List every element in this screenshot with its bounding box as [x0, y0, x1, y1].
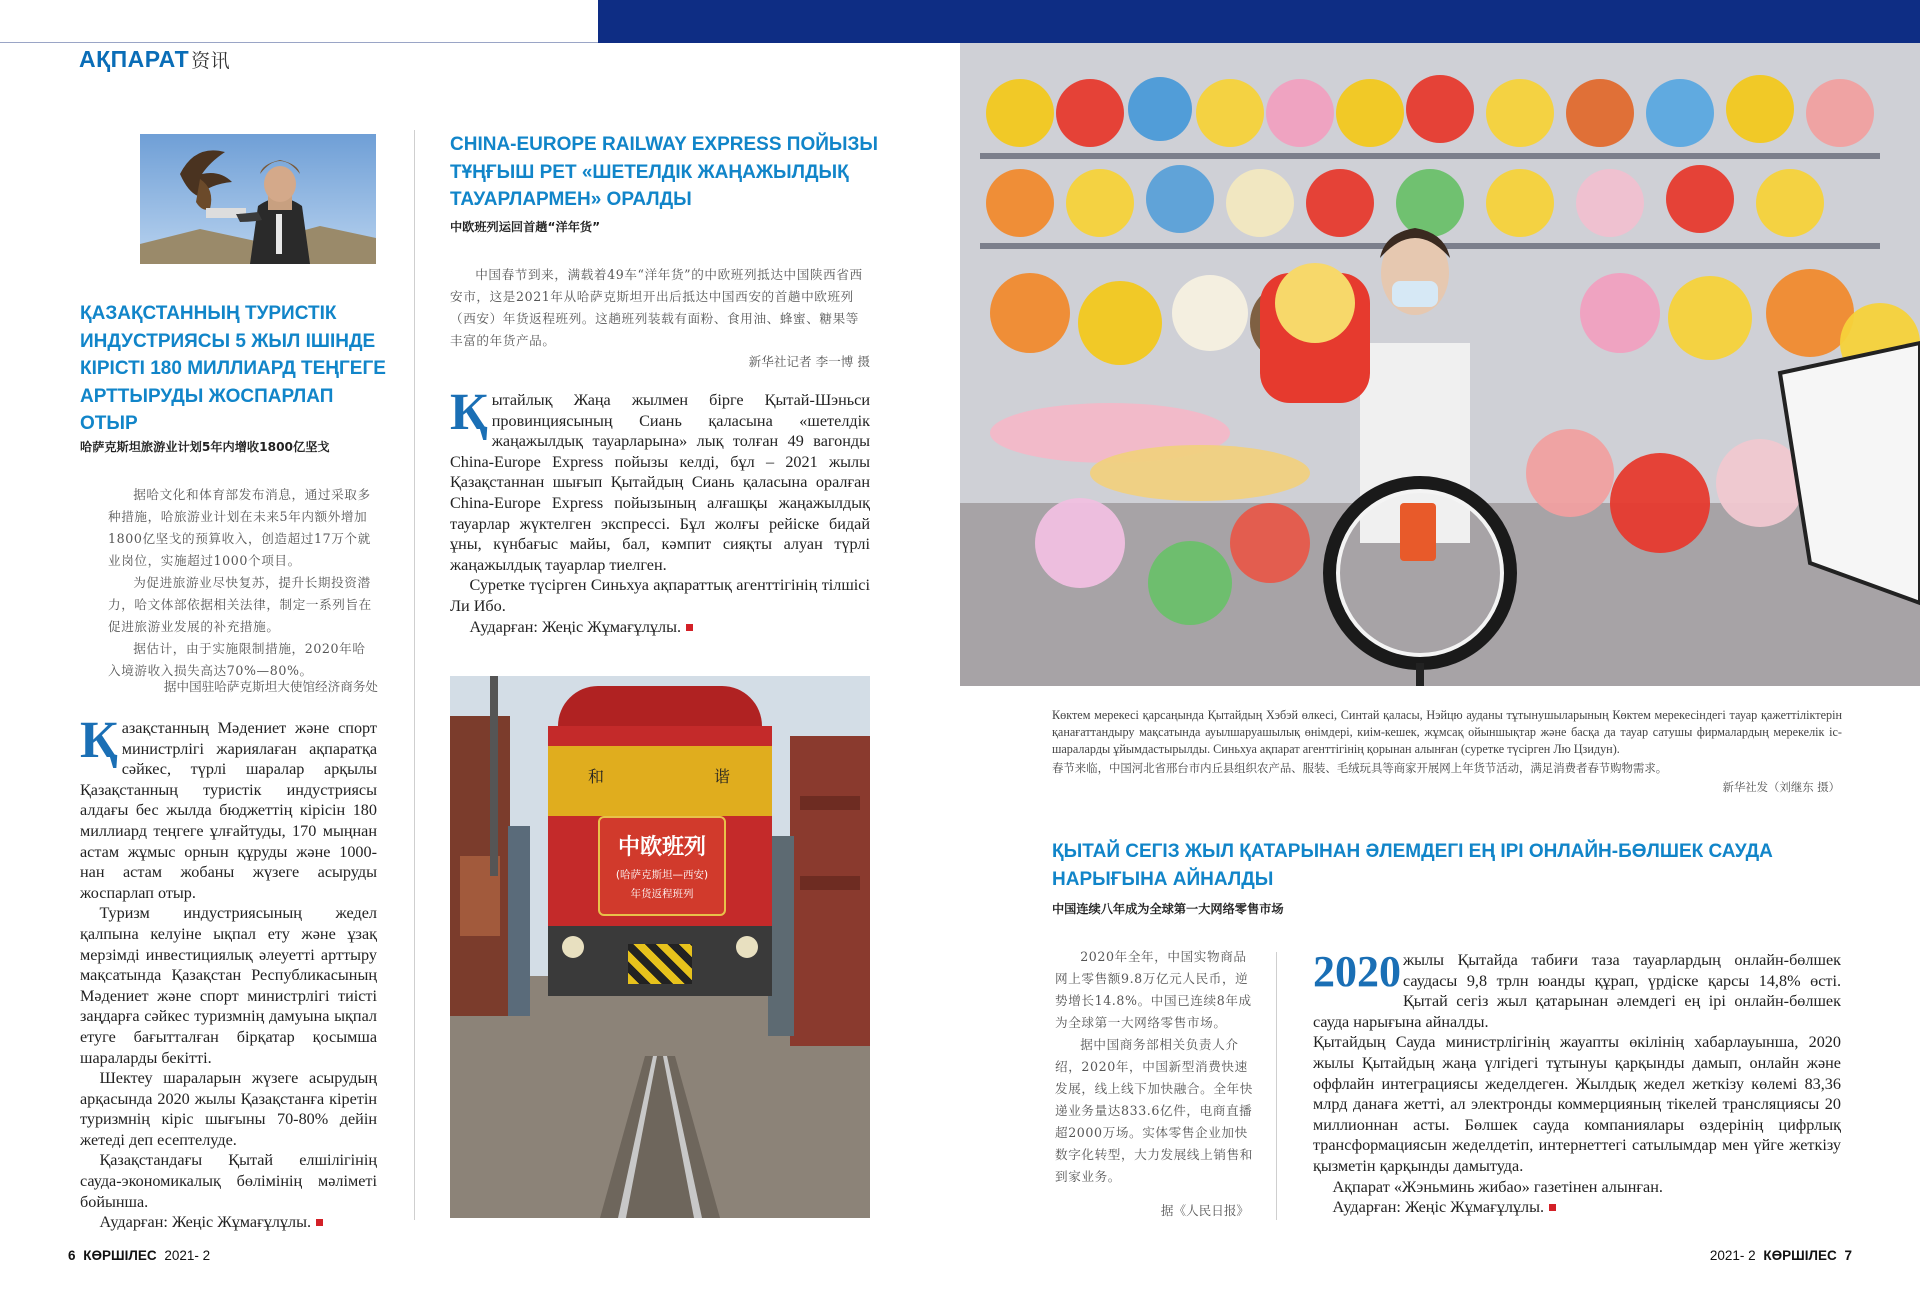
tourism-zh-body: [108, 484, 378, 682]
train-sign-type: 年货返程班列: [630, 888, 694, 900]
retail-kz-paragraph: Қытайдың Сауда министрлігінің жауапты өкілінің хабарлауынша, 2020 жылы Қытайдың жаңа үлгідегі тұтынуы қарқынды дамып, онлайн және оффлайн интеграциясы жеделдеген. Жылдық жедел жеткізу көлемі 83,36 млрд данаға жетті, ал электронды коммерцияның тікелей трансляциясы 20 миллионнан асты. Бөлшек сауда компаниялары өздерінің цифрлық трансформациясын жеделдетіп, интернеттегі сатылымдар мен үйге жеткізу қызметін қарқынды дамытуда.: [1313, 1033, 1841, 1175]
footer-left-title: КӨРШІЛЕС: [83, 1248, 157, 1263]
tourism-translator: Аударған: Жеңіс Жұмағұлұлы.: [80, 1212, 377, 1233]
end-mark: [686, 624, 693, 631]
column-divider: [414, 130, 415, 1220]
retail-big-year: 2020: [1313, 947, 1401, 996]
tourism-kz-paragraph: Туризм индустриясының жедел қалпына келуіне ықпал ету және ұзақ мерзімді инвестициялық әлеуетті арттыру мақсатында Қазақстан Республикасының Мәдениет және спорт министрлігі тиісті заңдарға сәйкес туризмнің дамуына ықпал етуге бағытталған бірқатар қосымша шараларды бекітті.: [80, 904, 377, 1067]
tourism-title: ҚАЗАҚСТАННЫҢ ТУРИСТІК ИНДУСТРИЯСЫ 5 ЖЫЛ ІШІНДЕ КІРІСТІ 180 МИЛЛИАРД ТЕҢГЕГЕ АРТТЫРУДЫ ЖОСПАРЛАП ОТЫР: [80, 303, 386, 434]
tourism-kz-paragraph: Қазақстанның Мәдениет және спорт министрлігі жариялаған ақпаратқа сәйкес, түрлі шаралар арқылы Қазақстанның туристік индустриясы алдағы бес жылда бюджеттің кірісін 180 миллиард теңгеге ұлғайтуды, 170 мыңнан астам жұмыс орнын құруды және 1000-нан астам жобаны жүзеге асыруды жоспарлап отыр.: [80, 712, 377, 902]
top-rule: [0, 42, 598, 43]
locomotive: [548, 686, 772, 1016]
train-sign-route: (哈萨克斯坦—西安): [615, 869, 709, 881]
end-mark: [1549, 1204, 1556, 1211]
tourism-kz-body: [80, 712, 377, 1233]
retail-zh-body: [1055, 946, 1259, 1188]
photo-caption-zh: 春节来临，中国河北省邢台市内丘县组织农产品、服装、毛绒玩具等商家开展网上年货节活动，满足消费者春节购物需求。: [1052, 761, 1668, 775]
railway-title: CHINA-EUROPE RAILWAY EXPRESS ПОЙЫЗЫ ТҰҢҒЫШ РЕТ «ШЕТЕЛДІК ЖАҢАЖЫЛДЫҚ ТАУАРЛАРМЕН» ОРАЛДЫ: [450, 134, 878, 210]
railway-zh-credit: 新华社记者 李一博 摄: [748, 354, 870, 369]
railway-zh-body: [450, 264, 870, 352]
train-logo-right: 谐: [714, 767, 731, 786]
tourism-zh-paragraph: 为促进旅游业尽快复苏，提升长期投资潜力，哈文体部依据相关法律，制定一系列旨在促进旅游业发展的补充措施。: [108, 575, 372, 634]
footer-left-page-number: 6: [68, 1248, 76, 1263]
retail-zh-paragraph: 据中国商务部相关负责人介绍，2020年，中国新型消费快速发展，线上线下加快融合。全年快递业务量达833.6亿件，电商直播超2000万场。实体零售企业加快数字化转型，大力发展线上销售和到家业务。: [1055, 1037, 1253, 1184]
livestream-shop-photo: [960, 43, 1920, 686]
retail-kz-body: [1313, 947, 1841, 1218]
tourism-kz-paragraph: Қазақстандағы Қытай елшілігінің сауда-экономикалық бөлімінің мәліметі бойынша.: [80, 1151, 377, 1211]
retail-kz-paragraph: Ақпарат «Жэньминь жибао» газетінен алынған.: [1332, 1177, 1663, 1196]
footer-right-page-number: 7: [1844, 1248, 1852, 1263]
section-label-zh: 资讯: [191, 51, 231, 72]
railway-dropcap: Қ: [450, 384, 488, 441]
tourism-zh-paragraph: 据哈文化和体育部发布消息，通过采取多种措施，哈旅游业计划在未来5年内额外增加1800亿坚戈的预算收入，创造超过17万个就业岗位，实施超过1000个项目。: [108, 487, 371, 568]
tourism-kz-paragraph: Шектеу шараларын жүзеге асырудың арқасында 2020 жылы Қазақстанға кіретін туризмнің кіріс шығыны 70-80% дейін жетеді деп есептелуде.: [80, 1069, 377, 1149]
railway-kz-paragraph: Суретке түсірген Синьхуа ақпараттық агенттігінің тілшісі Ли Ибо.: [450, 576, 870, 615]
footer-left: [68, 1248, 210, 1263]
tourism-zh-paragraph: 据估计，由于实施限制措施，2020年哈入境游收入损失高达70%—80%。: [108, 641, 366, 678]
train-logo-left: 和: [588, 767, 605, 786]
retail-zh-paragraph: 2020年全年，中国实物商品网上零售额9.8万亿元人民币，逆势增长14.8%。中国已连续8年成为全球第一大网络零售市场。: [1055, 949, 1252, 1030]
retail-kz-paragraph: 2020 жылы Қытайда табиғи таза тауарлардың онлайн-бөлшек саудасы 9,8 трлн юанды құрап, үрдіске қарсы 14,8% өсті. Қытай сегіз жыл қатарынан әлемдегі ең ірі онлайн-бөлшек сауда нарығына айналды.: [1313, 947, 1841, 1031]
section-label: [79, 46, 230, 73]
footer-right-title: КӨРШІЛЕС: [1763, 1248, 1837, 1263]
retail-column-divider: [1276, 952, 1277, 1220]
eagle-hunter-photo: [140, 134, 376, 264]
railway-zh-paragraph: 中国春节到来，满载着49车“洋年货”的中欧班列抵达中国陕西省西安市，这是2021年从哈萨克斯坦开出后抵达中国西安的首趟中欧班列（西安）年货返程班列。这趟班列装载有面粉、食用油、蜂蜜、糖果等丰富的年货产品。: [450, 267, 863, 348]
retail-zh-source: 据《人民日报》: [1160, 1203, 1249, 1218]
end-mark: [316, 1219, 323, 1226]
footer-right-issue: 2021- 2: [1709, 1248, 1756, 1263]
retail-title: ҚЫТАЙ СЕГІЗ ЖЫЛ ҚАТАРЫНАН ӘЛЕМДЕГІ ЕҢ ІРІ ОНЛАЙН-БӨЛШЕК САУДА НАРЫҒЫНА АЙНАЛДЫ: [1052, 841, 1773, 890]
tourism-dropcap: Қ: [80, 712, 118, 769]
railway-kz-body: [450, 384, 870, 637]
footer-right: [1710, 1248, 1852, 1263]
retail-translator: Аударған: Жеңіс Жұмағұлұлы.: [1313, 1197, 1841, 1218]
retail-subtitle-zh: 中国连续八年成为全球第一大网络零售市场: [1052, 902, 1284, 916]
photo-caption: [1052, 707, 1842, 777]
train-photo: [450, 676, 870, 1218]
photo-caption-kz: Көктем мерекесі қарсаңында Қытайдың Хэбэй өлкесі, Синтай қаласы, Нэйцю ауданы тұтынушыларының Көктем мерекесіндегі тауар қажеттіліктерін қанағаттандыру мақсатында ауылшаруашылық өнімдері, киім-кешек, жұмсақ ойыншықтар және басқа да тауар сатушы фирмалардың мерекелік іс-шараларды ұйымдастырылды. Синьхуа ақпарат агенттігінің қорынан алынған (суретке түсірген Лю Цзидун).: [1052, 708, 1842, 756]
section-label-kz: АҚПАРАТ: [79, 46, 190, 72]
railway-translator: Аударған: Жеңіс Жұмағұлұлы.: [450, 617, 870, 638]
railway-subtitle-zh: 中欧班列运回首趟“洋年货”: [450, 220, 601, 234]
tourism-subtitle-zh: 哈萨克斯坦旅游业计划5年内增收1800亿坚戈: [80, 440, 330, 454]
footer-left-issue: 2021- 2: [164, 1248, 211, 1263]
train-sign-title: 中欧班列: [617, 835, 706, 860]
top-color-bar: [598, 0, 1920, 43]
tourism-zh-source: 据中国驻哈萨克斯坦大使馆经济商务处: [163, 679, 378, 694]
railway-kz-paragraph: Қытайлық Жаңа жылмен бірге Қытай-Шэньси провинциясының Сиань қаласына «шетелдік жаңажылдық тауарларына» лық толған 49 вагонды China-Europe Express пойызы келді, бұл – 2021 жылы Қазақстаннан шығып Қытайдың Сиань қаласына оралған China-Europe Express пойызының алғашқы жаңажылдық тауарлар жүктелген экспрессі. Бұл жолғы рейiске бидай ұны, күнбағыс майы, бал, кәмпит сияқты алуан түрлі жаңажылдық тауарлар тиелген.: [450, 384, 870, 574]
photo-credit: 新华社发（刘继东 摄）: [1722, 780, 1840, 794]
